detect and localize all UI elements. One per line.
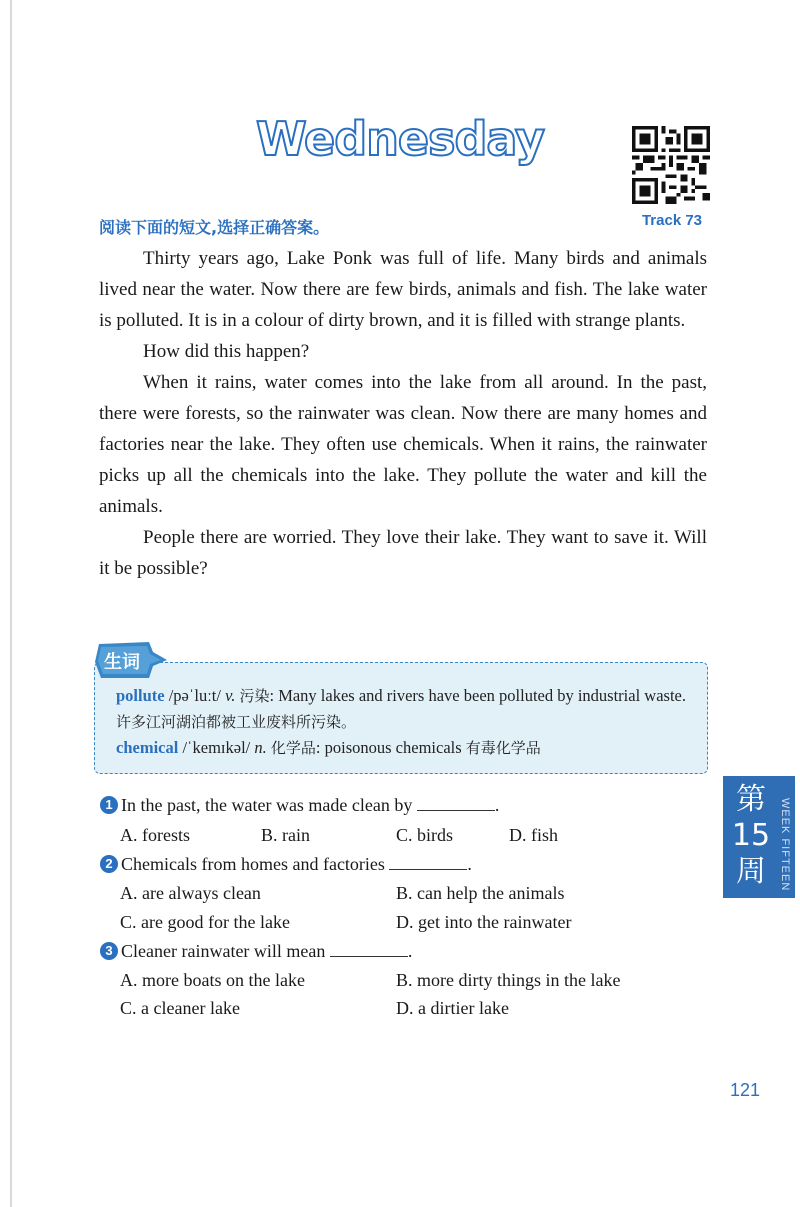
question-number-badge: 1 <box>100 796 118 814</box>
passage-paragraph: How did this happen? <box>143 341 310 362</box>
question-end: . <box>494 795 500 815</box>
passage-paragraph: When it rains, water comes into the lake from all around. In the past, there were forests, so the rainwater was clean. Now there are many homes and factories near the lake. They often use chemicals. When it rains, the rainwater picks up all the chemicals into the lake. They pollute the water and kill the animals. <box>99 372 707 517</box>
vocab-pos: n. <box>254 738 271 757</box>
track-label: Track 73 <box>641 212 703 229</box>
vocab-example-translation: 有毒化学品 <box>465 739 541 757</box>
question-stem <box>100 941 412 962</box>
answer-option[interactable]: C. a cleaner lake <box>120 998 240 1018</box>
question-text: Chemicals from homes and factories <box>121 854 390 874</box>
vocab-separator: : <box>315 738 325 757</box>
week-side-tab <box>723 776 795 898</box>
question-number-badge: 3 <box>100 942 118 960</box>
vocab-example: poisonous chemicals <box>324 738 466 757</box>
answer-option[interactable]: A. forests <box>120 825 190 845</box>
answer-blank <box>330 942 408 957</box>
vocab-word: pollute <box>116 686 165 705</box>
answer-blank <box>417 796 495 811</box>
vocab-separator: : <box>269 686 279 705</box>
vocab-badge-label: 生词 <box>104 652 140 673</box>
page-title: Wednesday <box>255 112 545 166</box>
question-text: Cleaner rainwater will mean <box>121 941 330 961</box>
answer-option[interactable]: A. more boats on the lake <box>120 970 305 990</box>
question-end: . <box>407 941 413 961</box>
question-text: In the past, the water was made clean by <box>121 795 417 815</box>
answer-option[interactable]: D. get into the rainwater <box>396 912 572 932</box>
answer-option[interactable]: D. a dirtier lake <box>396 998 509 1018</box>
answer-option[interactable]: A. are always clean <box>120 883 261 903</box>
week-label-cn: 第15周 <box>731 782 771 889</box>
vocab-example-translation: 许多江河湖泊都被工业废料所污染。 <box>116 713 357 731</box>
answer-option[interactable]: C. are good for the lake <box>120 912 290 932</box>
week-label-en: WEEK FIFTEEN <box>779 798 791 892</box>
vocab-example: Many lakes and rivers have been polluted by industrial waste. <box>278 686 686 705</box>
vocab-phonetic: /pəˈluːt/ <box>164 686 226 705</box>
vocab-word: chemical <box>116 738 179 757</box>
question-number-badge: 2 <box>100 855 118 873</box>
vocab-meaning: 化学品 <box>270 739 316 757</box>
instruction-text: 阅读下面的短文,选择正确答案。 <box>99 218 330 237</box>
question-stem <box>100 795 499 816</box>
answer-option[interactable]: B. can help the animals <box>396 883 565 903</box>
answer-option[interactable]: C. birds <box>396 825 454 845</box>
passage-paragraph: People there are worried. They love their lake. They want to save it. Will it be possible? <box>99 527 707 579</box>
qr-code-icon <box>632 126 710 204</box>
page-number: 121 <box>729 1080 760 1100</box>
question-stem <box>100 854 472 875</box>
vocab-entry <box>116 735 702 761</box>
passage-paragraph: Thirty years ago, Lake Ponk was full of life. Many birds and animals lived near the water. Now there are few birds, animals and fish. The lake water is polluted. It is in a colour of dirty brown, and it is filled with strange plants. <box>99 248 707 331</box>
reading-passage <box>99 243 707 584</box>
question-end: . <box>467 854 472 874</box>
vocab-phonetic: /ˈkemɪkəl/ <box>178 738 255 757</box>
vocab-entry <box>116 683 702 735</box>
page-spine-line <box>10 0 12 1207</box>
answer-option[interactable]: D. fish <box>509 825 558 845</box>
answer-blank <box>389 855 467 870</box>
answer-option[interactable]: B. rain <box>261 825 310 845</box>
vocabulary-list <box>116 683 702 761</box>
vocab-pos: v. <box>225 686 240 705</box>
answer-option[interactable]: B. more dirty things in the lake <box>396 970 621 990</box>
vocab-meaning: 污染 <box>239 687 270 705</box>
